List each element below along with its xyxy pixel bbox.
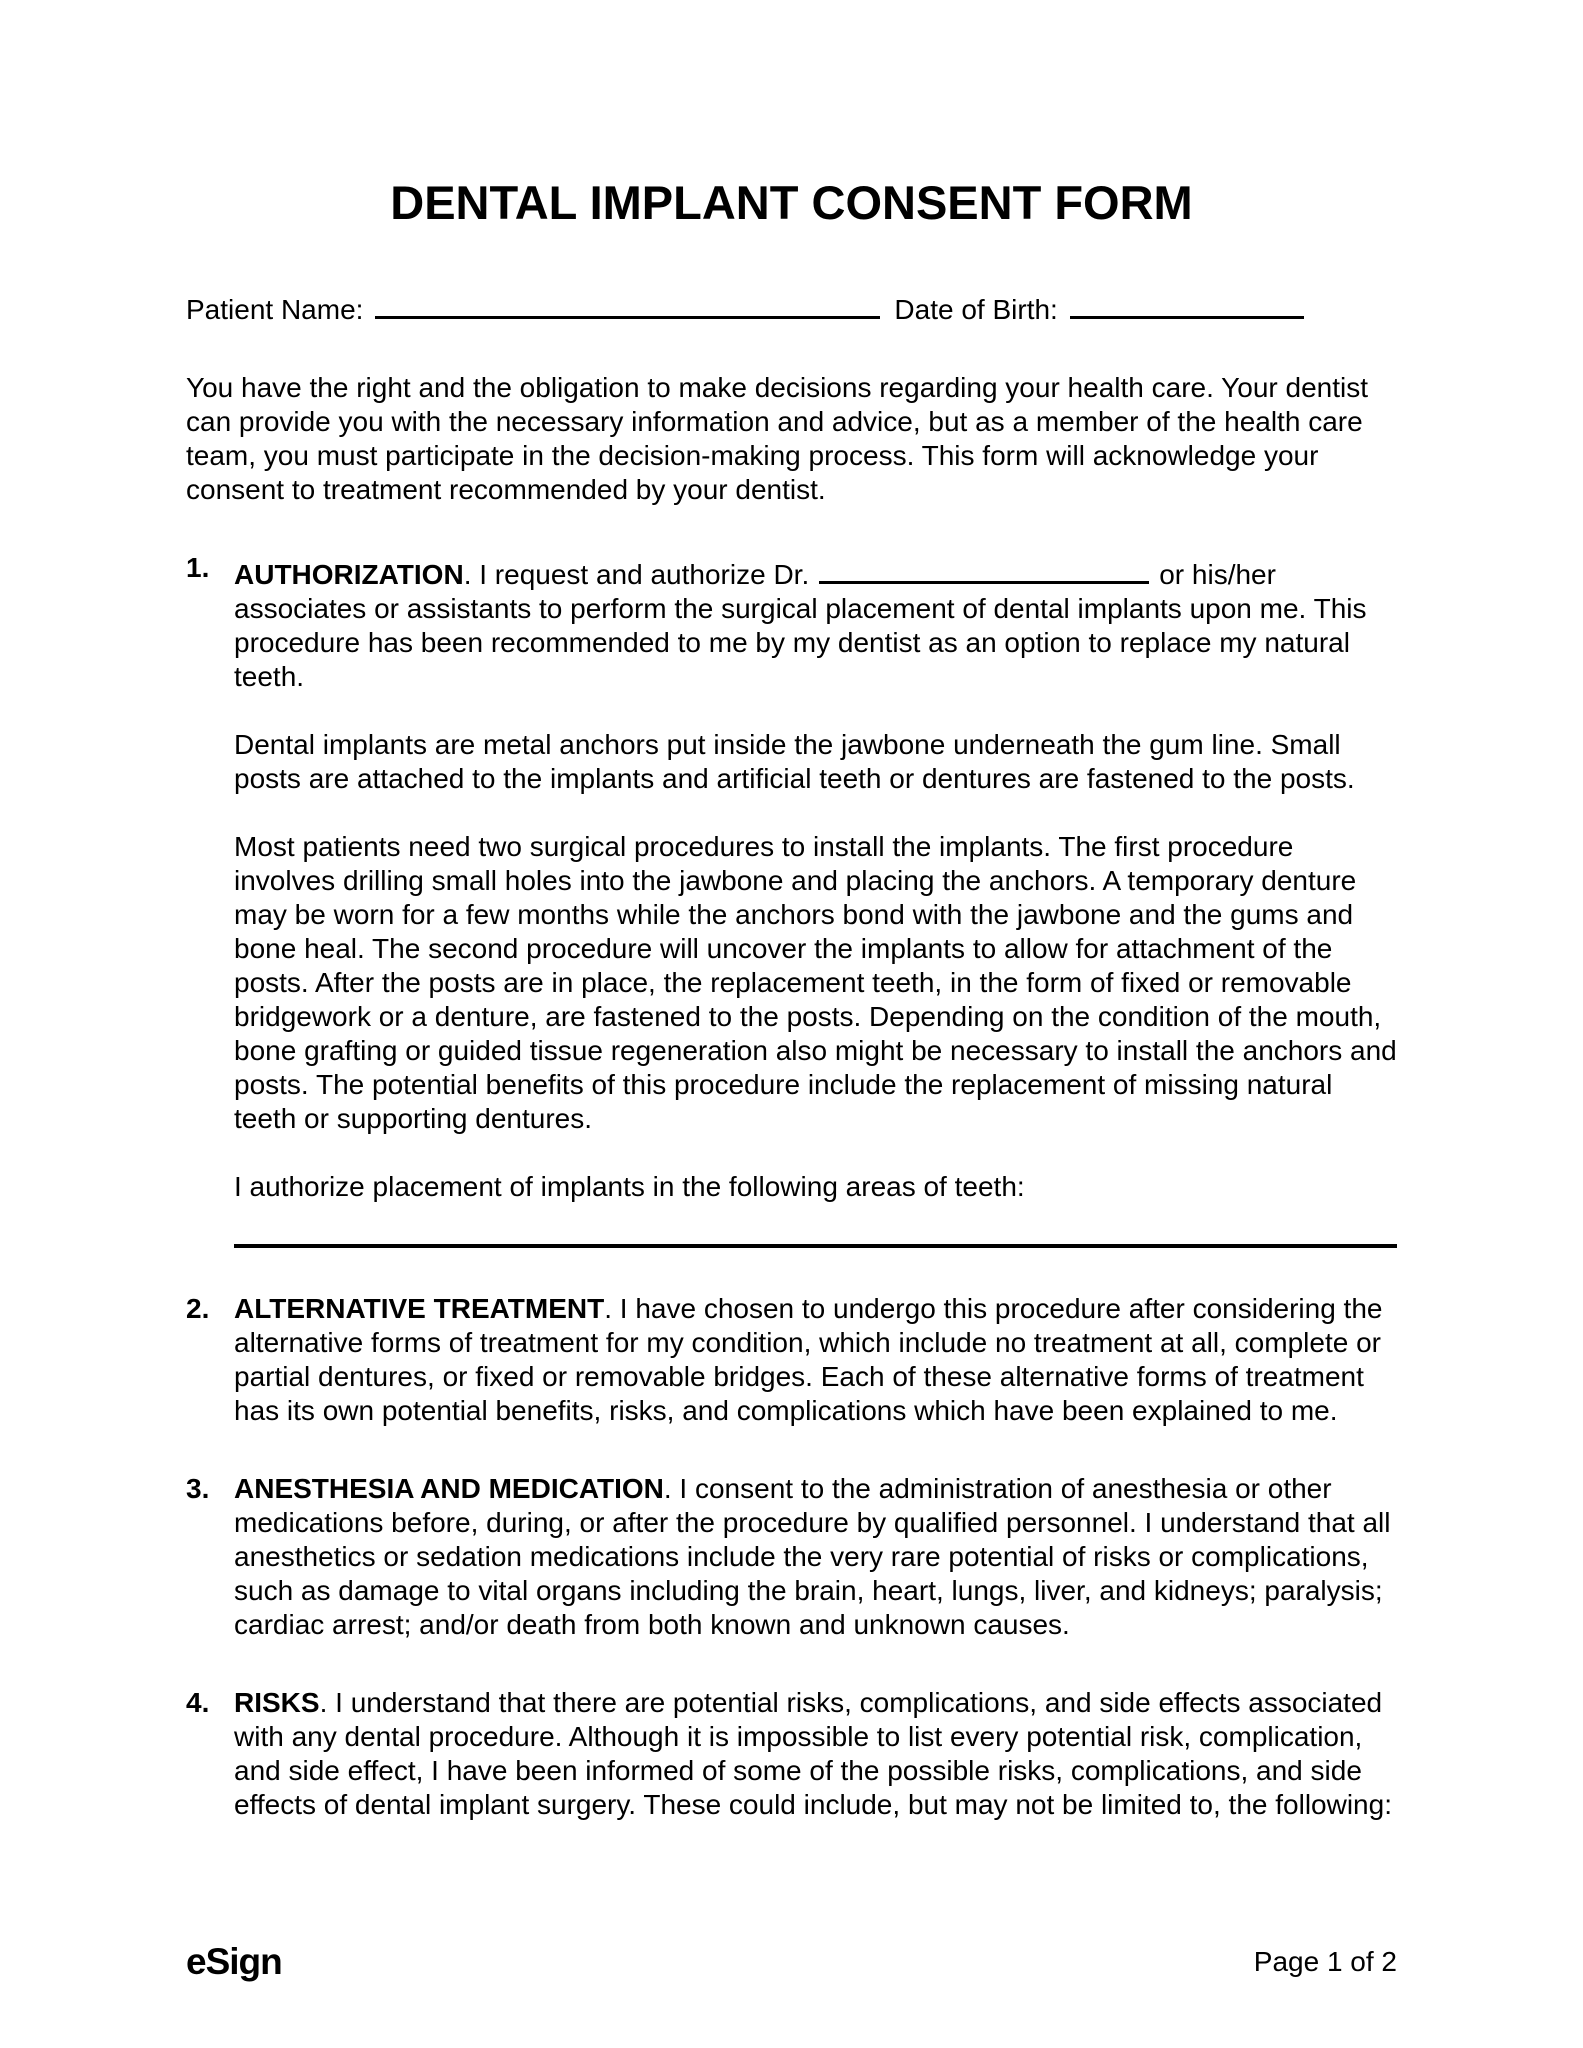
section-2-content [234, 1292, 1397, 1428]
implant-areas-blank[interactable] [234, 1244, 1397, 1248]
dob-blank[interactable] [1070, 286, 1304, 319]
section-1-number: 1. [186, 552, 210, 584]
patient-name-label: Patient Name: [186, 294, 364, 326]
section-1-paragraph-procedures: Most patients need two surgical procedures to install the implants. The first procedure involves drilling small holes into the jawbone and placing the anchors. A temporary denture may be worn for a few months while the anchors bond with the jawbone and the gums and bone heal. The second procedure will uncover the implants to allow for attachment of the posts. After the posts are in place, the replacement teeth, in the form of fixed or removable bridgework or a denture, are fastened to the posts. Depending on the condition of the mouth, bone grafting or guided tissue regeneration also might be necessary to install the anchors and posts. The potential benefits of this procedure include the replacement of missing natural teeth or supporting dentures. [234, 831, 1397, 1135]
form-title: DENTAL IMPLANT CONSENT FORM [390, 176, 1193, 229]
section-2-number: 2. [186, 1293, 210, 1325]
esign-logo: eSign [186, 1941, 282, 1982]
patient-info-row [186, 286, 1397, 327]
page-footer [186, 1942, 1397, 1982]
section-risks [186, 1686, 1397, 1822]
section-anesthesia-medication [186, 1472, 1397, 1642]
section-1-heading: AUTHORIZATION [234, 559, 464, 591]
section-4-text: . I understand that there are potential risks, complications, and side effects associated with any dental procedure. Although it is impossible to list every potential risk, complication, and side effect, I have been informed of some of the possible risks, complications, and side effects of dental implant surgery. These could include, but may not be limited to, the following: [234, 1687, 1392, 1821]
section-1-text-after-blank: or his/her associates or assistants to perform the surgical placement of dental implants upon me. This procedure has been recommended to me by my dentist as an option to replace my natural teeth. [234, 559, 1367, 693]
section-2-text: . I have chosen to undergo this procedure after considering the alternative forms of treatment for my condition, which include no treatment at all, complete or partial dentures, or fixed or removable bridges. Each of these alternative forms of treatment has its own potential benefits, risks, and complications which have been explained to me. [234, 1293, 1383, 1427]
section-3-text: . I consent to the administration of anesthesia or other medications before, during, or after the procedure by qualified personnel. I understand that all anesthetics or sedation medications include the very rare potential of risks or complications, such as damage to vital organs including the brain, heart, lungs, liver, and kidneys; paralysis; cardiac arrest; and/or death from both known and unknown causes. [234, 1473, 1391, 1641]
section-4-paragraph [234, 1686, 1397, 1822]
section-alternative-treatment [186, 1292, 1397, 1428]
section-3-content [234, 1472, 1397, 1642]
section-4-number: 4. [186, 1687, 210, 1719]
section-1-content [234, 551, 1397, 1248]
page-indicator: Page 1 of 2 [1253, 1946, 1397, 1977]
section-1-text-before-blank: . I request and authorize Dr. [463, 559, 810, 591]
dob-label: Date of Birth: [894, 294, 1058, 326]
section-1-paragraph-lead [234, 551, 1397, 694]
section-1-paragraph-implants: Dental implants are metal anchors put inside the jawbone underneath the gum line. Small posts are attached to the implants and artificial teeth or dentures are fastened to the posts. [234, 729, 1355, 795]
section-authorization [186, 551, 1397, 1248]
section-1-paragraph-authorize-areas: I authorize placement of implants in the following areas of teeth: [234, 1171, 1025, 1203]
section-4-heading: RISKS [234, 1687, 320, 1719]
section-4-content [234, 1686, 1397, 1822]
intro-paragraph: You have the right and the obligation to make decisions regarding your health care. Your dentist can provide you with the necessary information and advice, but as a member of the health care team, you must participate in the decision-making process. This form will acknowledge your consent to treatment recommended by your dentist. [186, 372, 1368, 506]
section-2-paragraph [234, 1292, 1397, 1428]
doctor-name-blank[interactable] [819, 551, 1149, 584]
section-2-heading: ALTERNATIVE TREATMENT [234, 1293, 605, 1325]
section-3-heading: ANESTHESIA AND MEDICATION [234, 1473, 664, 1505]
patient-name-blank[interactable] [375, 286, 880, 319]
section-3-number: 3. [186, 1473, 210, 1505]
section-3-paragraph [234, 1472, 1397, 1642]
